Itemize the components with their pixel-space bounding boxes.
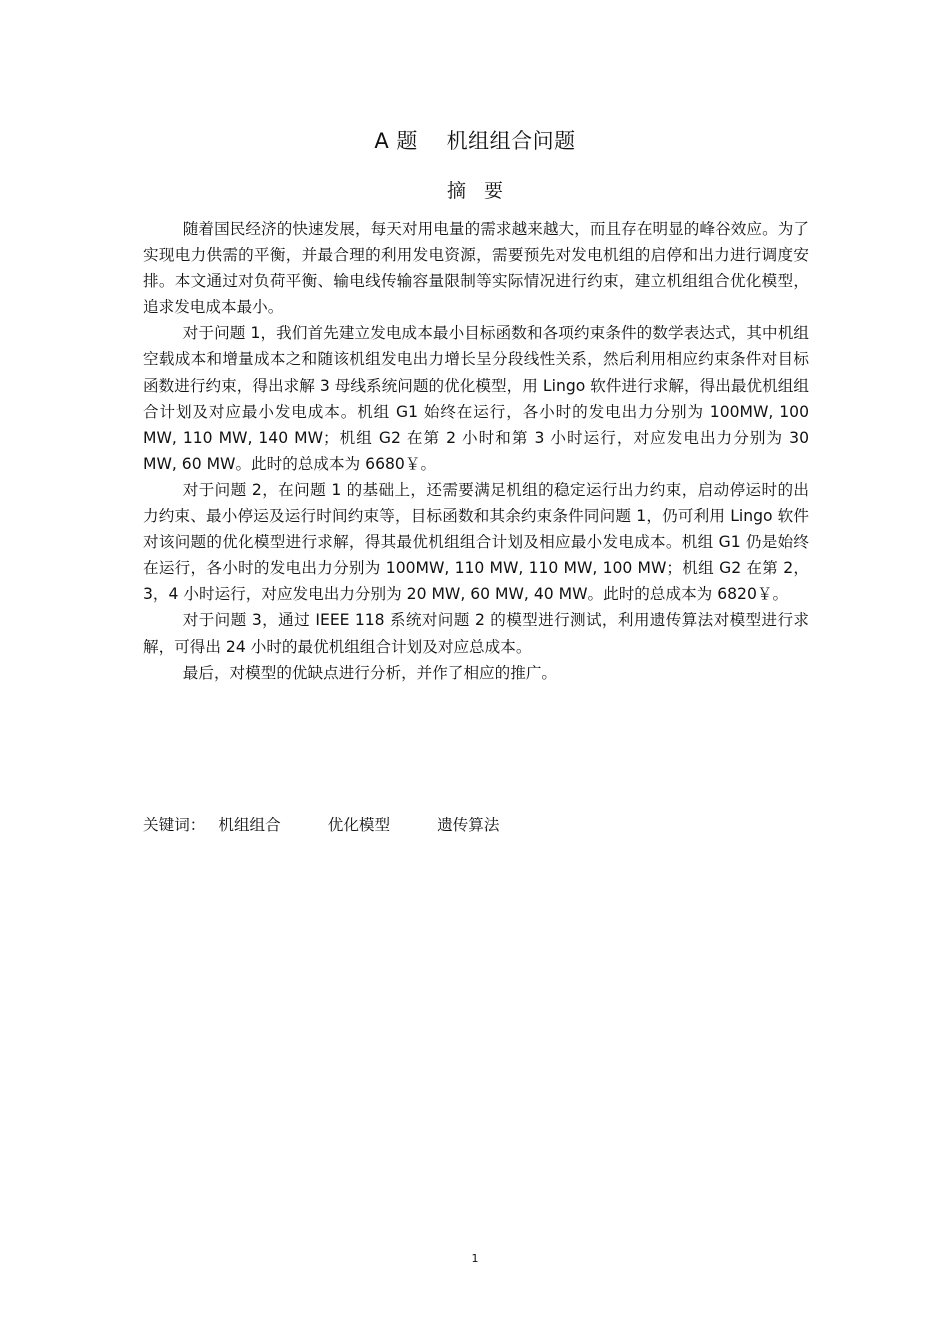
keyword: 优化模型 <box>327 816 391 834</box>
abstract-heading: 摘要 <box>446 180 521 202</box>
keywords-label: 关键词： <box>143 816 206 834</box>
abstract-paragraph: 随着国民经济的快速发展，每天对用电量的需求越来越大，而且存在明显的峰谷效应。为了实现电力供需的平衡，并最合理的利用发电资源，需要预先对发电机组的启停和出力进行调度安排。本文通过对负荷平衡、输电线传输容量限制等实际情况进行约束，建立机组组合优化模型，追求发电成本最小。 <box>143 220 809 317</box>
abstract-paragraph: 最后，对模型的优缺点进行分析，并作了相应的推广。 <box>182 663 558 682</box>
keyword: 机组组合 <box>218 816 281 834</box>
abstract-paragraph: 对于问题 2，在问题 1 的基础上，还需要满足机组的稳定运行出力约束，启动停运时的出力约束、最小停运及运行时间约束等，目标函数和其余约束条件同问题 1，仍可利用 Lingo 软件对该问题的优化模型进行求解，得其最优机组组合计划及相应最小发电成本。机组 G1 仍是始终在运行，各小时的发电出力分别为 100MW, 110 MW, 110 MW, 100 MW；机组 G2 在第 2，3，4 小时运行，对应发电出力分别为 20 MW, 60 MW, 40 MW。此时的总成本为 6820￥。 <box>143 480 809 604</box>
keywords-line <box>143 812 541 838</box>
page-number: 1 <box>471 1252 479 1265</box>
keyword: 遗传算法 <box>437 816 500 834</box>
abstract-paragraph: 对于问题 1，我们首先建立发电成本最小目标函数和各项约束条件的数学表达式，其中机组空载成本和增量成本之和随该机组发电出力增长呈分段线性关系，然后利用相应约束条件对目标函数进行约束，得出求解 3 母线系统问题的优化模型，用 Lingo 软件进行求解，得出最优机组组合计划及对应最小发电成本。机组 G1 始终在运行，各小时的发电出力分别为 100MW, 100 MW, 110 MW, 140 MW；机组 G2 在第 2 小时和第 3 小时运行，对应发电出力分别为 30 MW, 60 MW。此时的总成本为 6680￥。 <box>143 324 809 473</box>
paper-title: A 题 机组组合问题 <box>374 129 576 153</box>
abstract-paragraph: 对于问题 3，通过 IEEE 118 系统对问题 2 的模型进行测试，利用遗传算法对模型进行求解，可得出 24 小时的最优机组组合计划及对应总成本。 <box>143 611 809 656</box>
abstract-body <box>143 216 809 686</box>
